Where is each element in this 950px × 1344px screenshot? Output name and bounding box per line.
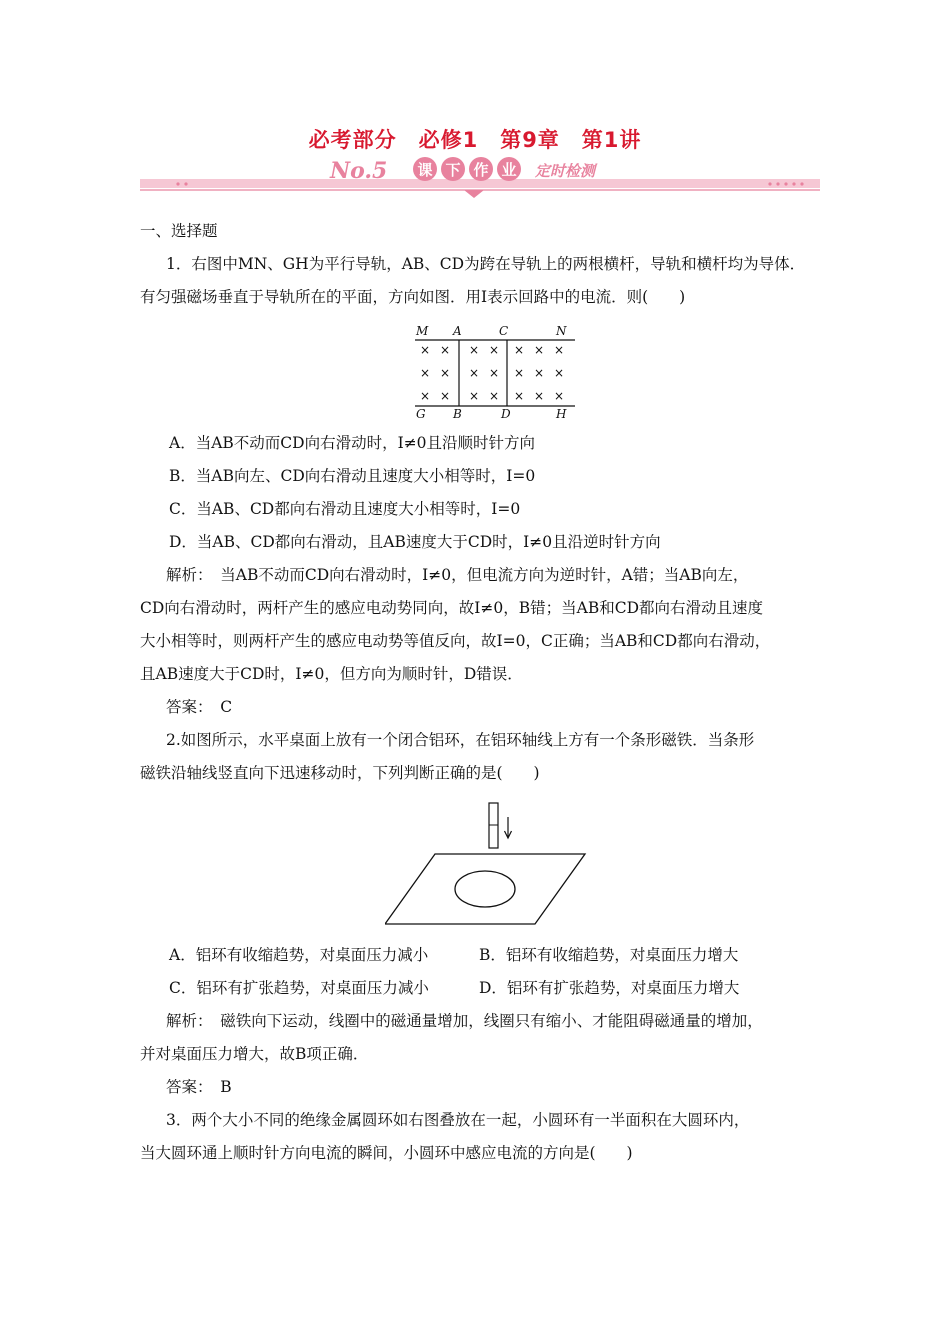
label-d: D	[501, 407, 511, 421]
label-m: M	[416, 324, 429, 338]
field-x: ×	[419, 389, 431, 403]
q1-rail-figure	[410, 322, 580, 422]
table-surface	[385, 854, 585, 924]
q2-option-row	[140, 972, 830, 1005]
field-x: ×	[468, 343, 480, 357]
q1-analysis-line: 解析： 当AB不动而CD向右滑动时，I≠0，但电流方向为逆时针，A错；当AB向左，	[166, 566, 749, 584]
q2-option-b: B．铝环有收缩趋势，对桌面压力增大	[479, 946, 739, 964]
q2-option-a: A．铝环有收缩趋势，对桌面压力减小	[169, 946, 429, 964]
banner-char: 业	[501, 161, 517, 179]
field-x: ×	[468, 389, 480, 403]
field-x: ×	[488, 343, 500, 357]
homework-banner	[140, 152, 820, 202]
q1-options-block	[140, 427, 830, 790]
field-x: ×	[439, 343, 451, 357]
field-x: ×	[488, 389, 500, 403]
field-x: ×	[513, 366, 525, 380]
q3-stem-line: 3．两个大小不同的绝缘金属圆环如右图叠放在一起，小圆环有一半面积在大圆环内，	[166, 1111, 750, 1129]
q1-analysis-line: 且AB速度大于CD时，I≠0，但方向为顺时针，D错误．	[140, 665, 523, 683]
q2-stem-line: 2.如图所示，水平桌面上放有一个闭合铝环，在铝环轴线上方有一个条形磁铁．当条形	[166, 731, 755, 749]
q2-analysis-line: 并对桌面压力增大，故B项正确．	[140, 1045, 369, 1063]
field-x: ×	[513, 343, 525, 357]
field-x: ×	[439, 389, 451, 403]
banner-subtitle: 定时检测	[535, 162, 596, 180]
label-a: A	[453, 324, 462, 338]
field-x: ×	[533, 366, 545, 380]
banner-char: 作	[473, 161, 489, 179]
banner-char: 课	[417, 161, 433, 179]
label-h: H	[556, 407, 567, 421]
q1-option-d: D．当AB、CD都向右滑动，且AB速度大于CD时，I≠0且沿逆时针方向	[169, 533, 661, 551]
q1-option-b: B．当AB向左、CD向右滑动且速度大小相等时，I=0	[169, 467, 536, 485]
q1-option-a: A．当AB不动而CD向右滑动时，I≠0且沿顺时针方向	[169, 434, 536, 452]
label-c: C	[499, 324, 509, 338]
field-marks	[420, 343, 564, 403]
field-x: ×	[419, 343, 431, 357]
q2-magnet-figure	[385, 800, 595, 930]
q2-option-c: C．铝环有扩张趋势，对桌面压力减小	[169, 979, 429, 997]
field-x: ×	[439, 366, 451, 380]
field-x: ×	[488, 366, 500, 380]
banner-number: No.5	[330, 158, 388, 184]
field-x: ×	[533, 389, 545, 403]
q1-analysis-line: 大小相等时，则两杆产生的感应电动势等值反向，故I=0，C正确；当AB和CD都向右滑动，	[140, 632, 771, 650]
q1-analysis-line: CD向右滑动时，两杆产生的感应电动势同向，故I≠0，B错；当AB和CD都向右滑动且速度	[140, 599, 764, 617]
q2-option-row	[140, 939, 830, 972]
q1-answer: 答案： C	[166, 698, 233, 716]
field-x: ×	[468, 366, 480, 380]
q2-analysis-line: 解析： 磁铁向下运动，线圈中的磁通量增加，线圈只有缩小、才能阻碍磁通量的增加，	[166, 1012, 763, 1030]
q2-option-d: D．铝环有扩张趋势，对桌面压力增大	[479, 979, 740, 997]
page-title: 必考部分 必修1 第9章 第1讲	[308, 128, 642, 152]
q1-option-c: C．当AB、CD都向右滑动且速度大小相等时，I=0	[169, 500, 521, 518]
q1-stem-block	[140, 215, 830, 314]
field-x: ×	[533, 343, 545, 357]
field-x: ×	[419, 366, 431, 380]
field-x: ×	[553, 343, 565, 357]
field-x: ×	[553, 389, 565, 403]
field-x: ×	[513, 389, 525, 403]
label-n: N	[556, 324, 567, 338]
q2-stem-line: 磁铁沿轴线竖直向下迅速移动时，下列判断正确的是( )	[140, 764, 540, 782]
banner-char: 下	[445, 161, 461, 179]
section-heading: 一、选择题	[140, 222, 218, 240]
label-b: B	[453, 407, 462, 421]
q1-stem-line: 有匀强磁场垂直于导轨所在的平面，方向如图．用I表示回路中的电流．则( )	[140, 288, 686, 306]
field-x: ×	[553, 366, 565, 380]
heart-ornament-icon	[464, 190, 484, 198]
q2-answer: 答案： B	[166, 1078, 232, 1096]
aluminum-ring	[455, 871, 515, 907]
label-g: G	[416, 407, 426, 421]
banner-char-badges	[413, 157, 521, 181]
q3-stem-line: 当大圆环通上顺时针方向电流的瞬间，小圆环中感应电流的方向是( )	[140, 1144, 633, 1162]
q2-options-block	[140, 939, 830, 1170]
q1-stem-line: 1．右图中MN、GH为平行导轨，AB、CD为跨在导轨上的两根横杆，导轨和横杆均为导体．	[166, 255, 806, 273]
